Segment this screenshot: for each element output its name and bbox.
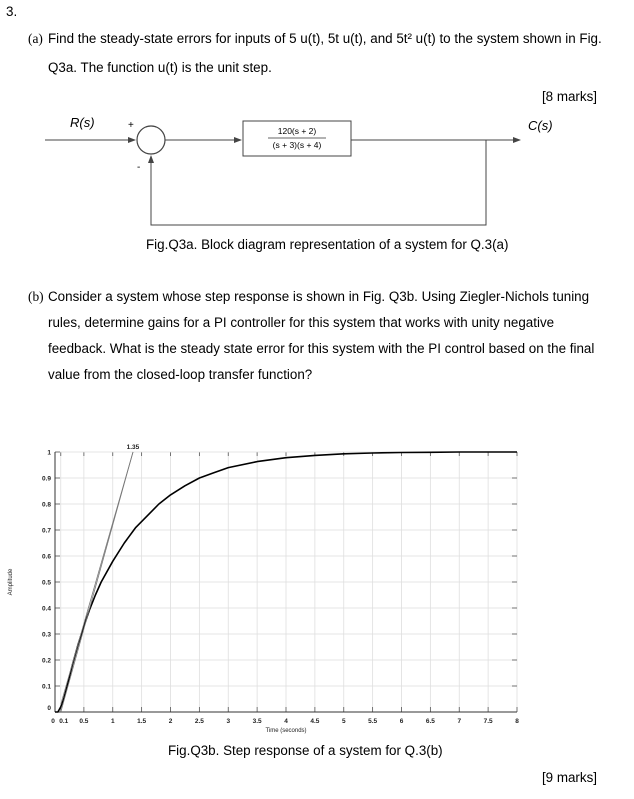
y-tick-label: 0.1 — [41, 683, 51, 691]
y-tick-label: 0.5 — [41, 579, 51, 587]
x-axis-label: Time (seconds) — [265, 728, 307, 734]
summing-junction — [137, 126, 165, 154]
y-tick-label: 0.2 — [41, 657, 51, 665]
x-tick-label: 4 — [284, 718, 288, 725]
part-a-text-line-2: Q3a. The function u(t) is the unit step. — [48, 60, 272, 75]
part-b-text-line-2: rules, determine gains for a PI controller for this system that works with unity negative — [48, 315, 555, 330]
x-tick-label: 2 — [168, 718, 173, 725]
x-tick-label: 1.5 — [137, 718, 147, 725]
y-tick-label-zero: 0 — [47, 705, 51, 712]
minus-sign: - — [137, 162, 141, 173]
y-tick-label: 0.4 — [41, 605, 51, 613]
x-tick-label: 8 — [515, 718, 519, 725]
x-tick-label: 7.5 — [483, 718, 493, 725]
y-tick-label: 0.9 — [41, 475, 51, 483]
x-tick-label: 0.5 — [79, 718, 89, 725]
x-tick-label: 6.5 — [425, 718, 435, 725]
part-a-marks: [8 marks] — [541, 89, 597, 104]
y-axis-label: Amplitude — [8, 568, 14, 596]
plus-sign: + — [128, 120, 134, 131]
y-tick-label: 1 — [47, 449, 51, 457]
y-tick-label: 0.7 — [41, 527, 51, 535]
x-tick-label: 2.5 — [194, 718, 204, 725]
x-tick-label: 7 — [457, 718, 462, 725]
y-tick-label: 0.8 — [41, 501, 51, 509]
y-tick-label: 0.3 — [41, 631, 51, 639]
part-b-text-line-4: value from the closed-loop transfer function? — [48, 367, 313, 382]
y-tick-label: 0.6 — [41, 553, 51, 561]
part-a-text-line-1: Find the steady-state errors for inputs of 5 u(t), 5t u(t), and 5t² u(t) to the system shown in Fig. — [48, 31, 602, 46]
question-number: 3. — [6, 4, 18, 19]
part-b-label: (b) — [28, 289, 44, 304]
x-origin-label: 0 — [51, 718, 55, 725]
x-tick-label: 4.5 — [310, 718, 320, 725]
figure-q3b-caption: Fig.Q3b. Step response of a system for Q.3(b) — [168, 743, 443, 758]
part-b-text-line-1: Consider a system whose step response is shown in Fig. Q3b. Using Ziegler-Nichols tuning — [48, 289, 590, 304]
tf-denominator: (s + 3)(s + 4) — [272, 140, 322, 150]
part-b-marks: [9 marks] — [541, 770, 597, 785]
tangent-annotation: 1.35 — [126, 444, 140, 451]
tf-numerator: 120(s + 2) — [277, 126, 317, 136]
x-tick-label: 0.1 — [59, 718, 69, 725]
x-tick-label: 5 — [341, 718, 346, 725]
part-b-text-line-3: feedback. What is the steady state error for this system with the PI control based on the final — [48, 341, 595, 356]
output-label: C(s) — [528, 118, 553, 133]
x-tick-label: 3 — [226, 718, 231, 725]
x-tick-label: 6 — [399, 718, 404, 725]
input-label: R(s) — [70, 115, 95, 130]
x-tick-label: 3.5 — [252, 718, 262, 725]
tangent-line — [61, 452, 133, 704]
part-a-label: (a) — [28, 31, 43, 46]
block-diagram — [0, 100, 634, 250]
step-response-chart — [0, 430, 634, 740]
figure-q3a-caption: Fig.Q3a. Block diagram representation of a system for Q.3(a) — [146, 237, 509, 252]
x-tick-label: 1 — [110, 718, 115, 725]
x-tick-label: 5.5 — [368, 718, 378, 725]
